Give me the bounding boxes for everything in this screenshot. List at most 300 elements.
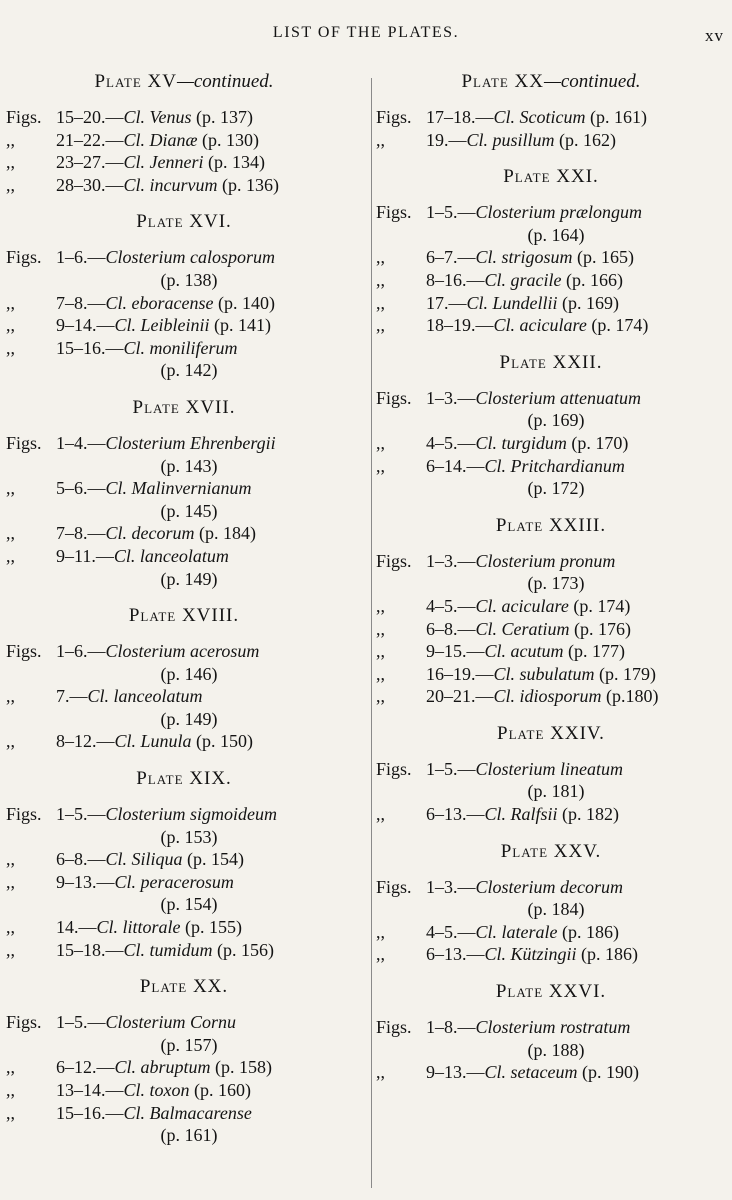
- plate-block: [376, 722, 726, 826]
- figure-label: Figs.: [6, 247, 42, 268]
- figure-label: ,,: [6, 129, 15, 150]
- figure-text: 5–6.—Cl. Malinvernianum (p. 145): [56, 477, 362, 522]
- page-reference: (p. 136): [222, 174, 279, 195]
- figure-entry: [6, 685, 362, 730]
- plate-title: Plate XVI.: [136, 211, 232, 233]
- figure-range: 6–8.: [426, 618, 458, 639]
- figure-label: ,,: [6, 917, 15, 938]
- figure-label: Figs.: [6, 107, 42, 127]
- species-name: Cl. tumidum: [123, 939, 213, 960]
- figure-entry: [376, 201, 726, 246]
- figure-entry: [376, 876, 726, 921]
- page-reference: (p. 161): [160, 1125, 218, 1146]
- figure-label: ,,: [6, 174, 15, 195]
- species-name: Cl. Ralfsii: [484, 804, 558, 825]
- figure-range: 6–13.: [426, 804, 467, 825]
- figure-entry: [6, 477, 362, 522]
- page-reference: (p. 149): [160, 568, 218, 589]
- figure-text: 15–20.—Cl. Venus (p. 137): [56, 107, 254, 127]
- figure-range: 7–8.: [56, 523, 88, 544]
- figure-text: 1–6.—Closterium calosporum (p. 138): [56, 246, 362, 291]
- figure-range: 6–14.: [426, 455, 467, 476]
- figure-label: ,,: [376, 1062, 385, 1083]
- page-reference: (p. 140): [217, 292, 275, 313]
- page-reference: (p. 172): [527, 478, 585, 499]
- figure-entry: [376, 595, 726, 618]
- species-name: Cl. turgidum: [475, 432, 567, 453]
- plate-title: Plate XXVI.: [495, 981, 607, 1003]
- page-number: xv: [705, 26, 724, 45]
- figure-range: 6–7.: [426, 247, 458, 268]
- figure-text: 13–14.—Cl. toxon (p. 160): [56, 1080, 251, 1100]
- figure-range: 7–8.: [56, 292, 88, 313]
- figure-entry: [6, 174, 362, 197]
- figure-entry: [376, 618, 726, 641]
- page-reference: (p. 158): [215, 1057, 273, 1078]
- figure-range: 15–16.: [56, 337, 106, 358]
- species-name: Cl. Leibleinii: [114, 315, 210, 336]
- figure-entry: [376, 921, 726, 944]
- figure-text: 9–13.—Cl. peracerosum (p. 154): [56, 871, 362, 916]
- species-name: Cl. Lunula: [114, 731, 192, 752]
- figure-entry: [6, 314, 362, 337]
- page-reference: (p. 138): [160, 269, 218, 290]
- figure-range: 15–16.: [56, 1102, 106, 1123]
- figure-text: 9–11.—Cl. lanceolatum (p. 149): [56, 545, 362, 590]
- species-name: Cl. moniliferum: [123, 337, 238, 358]
- column-divider: [371, 78, 372, 1188]
- species-name: Cl. aciculare: [493, 315, 587, 336]
- species-name: Cl. Jenneri: [123, 152, 204, 173]
- species-name: Cl. Ceratium: [475, 618, 570, 639]
- figure-text: 6–14.—Cl. Pritchardianum (p. 172): [426, 455, 726, 500]
- figure-range: 14.: [56, 917, 79, 938]
- page-reference: (p. 150): [196, 731, 254, 752]
- figure-entry: [6, 1011, 362, 1056]
- page-reference: (p. 169): [527, 410, 585, 431]
- figure-text: 6–8.—Cl. Siliqua (p. 154): [56, 849, 245, 870]
- figure-range: 9–14.: [56, 315, 97, 336]
- figure-entry: [6, 939, 362, 962]
- species-name: Closterium calosporum: [105, 247, 276, 268]
- species-name: Closterium acerosum: [105, 641, 260, 662]
- figure-text: 14.—Cl. littorale (p. 155): [56, 917, 243, 938]
- page-reference: (p. 154): [160, 894, 218, 915]
- figure-label: ,,: [376, 455, 385, 476]
- species-name: Cl. acutum: [484, 641, 564, 662]
- figure-range: 4–5.: [426, 921, 458, 942]
- figure-text: 7–8.—Cl. eboracense (p. 140): [56, 292, 275, 313]
- page-reference: (p. 186): [562, 921, 619, 942]
- figure-entry: [6, 151, 362, 174]
- figure-text: 1–3.—Closterium decorum (p. 184): [426, 876, 726, 921]
- figure-entry: [376, 943, 726, 966]
- page-reference: (p. 165): [577, 247, 635, 268]
- figure-range: 6–13.: [426, 944, 467, 965]
- figure-range: 7.: [56, 686, 70, 707]
- figure-label: Figs.: [376, 387, 412, 408]
- page-reference: (p. 166): [566, 269, 623, 290]
- figure-label: ,,: [6, 686, 15, 707]
- figure-range: 17–18.: [426, 107, 476, 127]
- figure-range: 1–6.: [56, 247, 88, 268]
- page-reference: (p. 141): [214, 315, 272, 336]
- figure-label: ,,: [376, 432, 385, 453]
- right-column: [376, 70, 726, 1098]
- species-name: Cl. lanceolatum: [87, 686, 203, 707]
- page-reference: (p.180): [606, 686, 659, 707]
- figure-label: ,,: [6, 849, 15, 870]
- figure-label: ,,: [376, 686, 385, 707]
- figure-entry: [6, 640, 362, 685]
- page-reference: (p. 156): [217, 939, 275, 960]
- species-name: Cl. toxon: [123, 1080, 190, 1100]
- figure-label: Figs.: [376, 876, 412, 897]
- figure-text: 16–19.—Cl. subulatum (p. 179): [426, 663, 657, 684]
- figure-text: 1–3.—Closterium pronum (p. 173): [426, 550, 726, 595]
- figure-entry: [6, 522, 362, 545]
- page-reference: (p. 143): [160, 455, 218, 476]
- figure-range: 1–5.: [426, 202, 458, 223]
- figure-text: 4–5.—Cl. aciculare (p. 174): [426, 595, 631, 616]
- figure-range: 1–5.: [56, 1012, 88, 1033]
- species-name: Cl. Dianæ: [123, 129, 198, 150]
- figure-label: ,,: [376, 618, 385, 639]
- page-reference: (p. 184): [527, 899, 585, 920]
- plate-block: [376, 165, 726, 337]
- figure-range: 4–5.: [426, 432, 458, 453]
- figure-label: ,,: [6, 478, 15, 499]
- page-reference: (p. 145): [160, 500, 218, 521]
- species-name: Cl. Malinvernianum: [105, 478, 252, 499]
- plate-block: [6, 604, 362, 753]
- species-name: Closterium lineatum: [475, 758, 623, 779]
- species-name: Cl. Siliqua: [105, 849, 183, 870]
- plate-title: Plate XX: [461, 71, 544, 92]
- plate-heading: [6, 604, 362, 628]
- figure-label: Figs.: [376, 1017, 412, 1038]
- figure-entry: [376, 455, 726, 500]
- plate-block: [376, 351, 726, 500]
- figure-text: 6–13.—Cl. Ralfsii (p. 182): [426, 804, 620, 825]
- species-name: Closterium decorum: [475, 876, 623, 897]
- species-name: Cl. subulatum: [493, 663, 595, 684]
- figure-label: ,,: [376, 921, 385, 942]
- figure-entry: [6, 916, 362, 939]
- figure-text: 1–8.—Closterium rostratum (p. 188): [426, 1016, 726, 1061]
- page-reference: (p. 142): [160, 360, 218, 381]
- figure-text: 1–5.—Closterium lineatum (p. 181): [426, 758, 726, 803]
- page-reference: (p. 164): [527, 224, 585, 245]
- figure-entry: [6, 106, 362, 129]
- figure-text: 1–3.—Closterium attenuatum (p. 169): [426, 387, 726, 432]
- figure-range: 1–6.: [56, 641, 88, 662]
- species-name: Cl. abruptum: [114, 1057, 211, 1078]
- page-reference: (p. 174): [591, 315, 649, 336]
- figure-label: ,,: [6, 731, 15, 752]
- figure-entry: [376, 685, 726, 708]
- page-reference: (p. 177): [568, 641, 625, 662]
- figure-range: 5–6.: [56, 478, 88, 499]
- species-name: Cl. Venus: [123, 107, 192, 127]
- figure-range: 8–16.: [426, 269, 467, 290]
- figure-text: 1–4.—Closterium Ehrenbergii (p. 143): [56, 432, 362, 477]
- figure-range: 19.: [426, 129, 449, 150]
- figure-label: Figs.: [6, 804, 42, 825]
- figure-label: ,,: [376, 247, 385, 268]
- species-name: Cl. idiosporum: [493, 686, 602, 707]
- plate-block: [376, 514, 726, 708]
- species-name: Closterium prælongum: [475, 202, 643, 223]
- plate-block: [6, 396, 362, 590]
- figure-text: 6–8.—Cl. Ceratium (p. 176): [426, 618, 632, 639]
- figure-text: 15–16.—Cl. moniliferum (p. 142): [56, 337, 362, 382]
- figure-text: 1–6.—Closterium acerosum (p. 146): [56, 640, 362, 685]
- left-column: [6, 70, 362, 1161]
- figure-range: 1–3.: [426, 550, 458, 571]
- figure-text: 9–14.—Cl. Leibleinii (p. 141): [56, 315, 272, 336]
- figure-entry: [376, 106, 726, 129]
- plate-heading: [376, 840, 726, 864]
- figure-label: Figs.: [6, 432, 42, 453]
- plate-heading: [376, 165, 726, 189]
- species-name: Closterium pronum: [475, 550, 616, 571]
- species-name: Cl. aciculare: [475, 595, 569, 616]
- figure-entry: [6, 292, 362, 315]
- figure-entry: [6, 871, 362, 916]
- figure-range: 9–11.: [56, 545, 96, 566]
- figure-entry: [6, 337, 362, 382]
- figure-range: 1–5.: [56, 804, 88, 825]
- figure-label: ,,: [376, 292, 385, 313]
- figure-entry: [376, 1016, 726, 1061]
- figure-range: 9–15.: [426, 641, 467, 662]
- plate-title: Plate XXV.: [500, 840, 602, 862]
- figure-entry: [376, 758, 726, 803]
- figure-range: 6–8.: [56, 849, 88, 870]
- page-reference: (p. 188): [527, 1039, 585, 1060]
- figure-range: 1–3.: [426, 876, 458, 897]
- page-reference: (p. 146): [160, 663, 218, 684]
- page-reference: (p. 162): [559, 129, 617, 150]
- plate-block: [376, 980, 726, 1084]
- figure-text: 21–22.—Cl. Dianæ (p. 130): [56, 129, 260, 150]
- plate-heading: [376, 514, 726, 538]
- figure-text: 7–8.—Cl. decorum (p. 184): [56, 523, 256, 544]
- plate-title: Plate XX.: [139, 976, 229, 998]
- page-reference: (p. 157): [160, 1034, 218, 1055]
- figure-entry: [6, 848, 362, 871]
- figure-entry: [6, 1102, 362, 1147]
- figure-text: 1–5.—Closterium prælongum (p. 164): [426, 201, 726, 246]
- species-name: Cl. incurvum: [123, 174, 218, 195]
- figure-entry: [6, 730, 362, 753]
- page-reference: (p. 153): [160, 826, 218, 847]
- figure-range: 23–27.: [56, 152, 106, 173]
- figure-range: 1–3.: [426, 387, 458, 408]
- figure-text: 17.—Cl. Lundellii (p. 169): [426, 292, 620, 313]
- figure-range: 13–14.: [56, 1080, 106, 1100]
- figure-entry: [376, 432, 726, 455]
- species-name: Cl. pusillum: [466, 129, 555, 150]
- figure-label: ,,: [6, 315, 15, 336]
- figure-text: 8–12.—Cl. Lunula (p. 150): [56, 731, 254, 752]
- figure-label: ,,: [6, 152, 15, 173]
- species-name: Closterium Ehrenbergii: [105, 432, 276, 453]
- page-reference: (p. 184): [199, 523, 256, 544]
- page-reference: (p. 169): [562, 292, 620, 313]
- figure-label: ,,: [6, 1057, 15, 1078]
- plate-block: [6, 975, 362, 1147]
- plate-heading: [6, 70, 362, 94]
- figure-text: 6–13.—Cl. Kützingii (p. 186): [426, 944, 639, 965]
- species-name: Cl. Pritchardianum: [484, 455, 625, 476]
- figure-entry: [376, 640, 726, 663]
- figure-label: ,,: [6, 292, 15, 313]
- page-reference: (p. 134): [207, 152, 265, 173]
- figure-entry: [376, 292, 726, 315]
- figure-text: 19.—Cl. pusillum (p. 162): [426, 129, 617, 150]
- species-name: Cl. eboracense: [105, 292, 214, 313]
- figure-entry: [376, 550, 726, 595]
- page-reference: (p. 161): [590, 107, 647, 127]
- figure-label: ,,: [376, 315, 385, 336]
- figure-text: 1–5.—Closterium Cornu (p. 157): [56, 1011, 362, 1056]
- species-name: Cl. Lundellii: [466, 292, 558, 313]
- species-name: Cl. decorum: [105, 523, 195, 544]
- species-name: Cl. laterale: [475, 921, 558, 942]
- figure-range: 15–18.: [56, 939, 106, 960]
- species-name: Closterium attenuatum: [475, 387, 641, 408]
- figure-label: Figs.: [376, 758, 412, 779]
- species-name: Cl. peracerosum: [114, 871, 234, 892]
- figure-range: 21–22.: [56, 129, 106, 150]
- species-name: Cl. setaceum: [484, 1062, 578, 1083]
- page-reference: (p. 154): [187, 849, 245, 870]
- figure-text: 20–21.—Cl. idiosporum (p.180): [426, 686, 659, 707]
- figure-label: ,,: [6, 1080, 15, 1100]
- figure-entry: [6, 1079, 362, 1102]
- figure-range: 17.: [426, 292, 449, 313]
- species-name: Cl. Scoticum: [493, 107, 586, 127]
- figure-label: Figs.: [376, 107, 412, 127]
- species-name: Cl. Kützingii: [484, 944, 577, 965]
- figure-text: 9–15.—Cl. acutum (p. 177): [426, 641, 625, 662]
- figure-label: ,,: [6, 871, 15, 892]
- figure-text: 8–16.—Cl. gracile (p. 166): [426, 269, 623, 290]
- figure-text: 23–27.—Cl. Jenneri (p. 134): [56, 152, 265, 173]
- figure-label: ,,: [6, 545, 15, 566]
- plate-title: Plate XVIII.: [128, 605, 240, 627]
- species-name: Cl. strigosum: [475, 247, 573, 268]
- species-name: Cl. Balmacarense: [123, 1102, 252, 1123]
- figure-range: 16–19.: [426, 663, 476, 684]
- page-reference: (p. 160): [194, 1080, 251, 1100]
- plate-continued: —continued.: [176, 71, 274, 92]
- plate-heading: [6, 210, 362, 234]
- figure-text: 28–30.—Cl. incurvum (p. 136): [56, 174, 279, 195]
- plate-title: Plate XV: [94, 71, 177, 92]
- plate-heading: [6, 767, 362, 791]
- page-reference: (p. 137): [196, 107, 254, 127]
- figure-label: ,,: [376, 129, 385, 150]
- figure-label: ,,: [376, 944, 385, 965]
- species-name: Cl. littorale: [96, 917, 181, 938]
- figure-label: ,,: [6, 523, 15, 544]
- figure-entry: [376, 314, 726, 337]
- figure-label: ,,: [376, 641, 385, 662]
- page-reference: (p. 174): [573, 595, 631, 616]
- figure-range: 1–4.: [56, 432, 88, 453]
- plate-block: [6, 210, 362, 382]
- figure-range: 9–13.: [426, 1062, 467, 1083]
- figure-entry: [376, 1061, 726, 1084]
- page-reference: (p. 181): [527, 781, 585, 802]
- figure-text: 1–5.—Closterium sigmoideum (p. 153): [56, 803, 362, 848]
- figure-text: 17–18.—Cl. Scoticum (p. 161): [426, 107, 647, 127]
- plate-block: [376, 840, 726, 966]
- figure-label: Figs.: [376, 202, 412, 223]
- figure-label: ,,: [6, 939, 15, 960]
- page-reference: (p. 190): [581, 1062, 639, 1083]
- plate-block: [6, 70, 362, 196]
- figure-entry: [376, 246, 726, 269]
- figure-entry: [376, 129, 726, 152]
- running-head: [0, 24, 732, 46]
- page-reference: (p. 170): [571, 432, 629, 453]
- page-reference: (p. 182): [562, 804, 620, 825]
- plate-heading: [376, 980, 726, 1004]
- figure-text: 18–19.—Cl. aciculare (p. 174): [426, 315, 649, 336]
- plate-title: Plate XIX.: [136, 768, 232, 790]
- figure-range: 20–21.: [426, 686, 476, 707]
- figure-entry: [6, 432, 362, 477]
- figure-range: 8–12.: [56, 731, 97, 752]
- plate-title: Plate XVII.: [132, 396, 236, 418]
- figure-text: 6–12.—Cl. abruptum (p. 158): [56, 1057, 273, 1078]
- figure-entry: [6, 545, 362, 590]
- figure-text: 7.—Cl. lanceolatum (p. 149): [56, 685, 362, 730]
- species-name: Cl. lanceolatum: [113, 545, 229, 566]
- plate-continued: —continued.: [543, 71, 641, 92]
- plate-heading: [376, 70, 726, 94]
- plate-block: [6, 767, 362, 961]
- figure-range: 6–12.: [56, 1057, 97, 1078]
- figure-label: Figs.: [6, 1012, 42, 1033]
- figure-label: Figs.: [376, 550, 412, 571]
- figure-label: Figs.: [6, 641, 42, 662]
- plate-block: [376, 70, 726, 151]
- plate-title: Plate XXIII.: [495, 514, 607, 536]
- figure-text: 15–18.—Cl. tumidum (p. 156): [56, 939, 275, 960]
- figure-entry: [376, 803, 726, 826]
- species-name: Closterium rostratum: [475, 1017, 631, 1038]
- plate-title: Plate XXI.: [503, 166, 599, 188]
- figure-entry: [6, 803, 362, 848]
- species-name: Closterium Cornu: [105, 1012, 237, 1033]
- species-name: Closterium sigmoideum: [105, 804, 278, 825]
- figure-entry: [6, 1056, 362, 1079]
- figure-entry: [6, 129, 362, 152]
- plate-title: Plate XXIV.: [497, 722, 605, 744]
- page-title: LIST OF THE PLATES.: [272, 24, 460, 41]
- page-reference: (p. 186): [581, 944, 639, 965]
- figure-range: 1–8.: [426, 1017, 458, 1038]
- figure-entry: [6, 246, 362, 291]
- figure-range: 18–19.: [426, 315, 476, 336]
- page-reference: (p. 130): [202, 129, 260, 150]
- page-reference: (p. 179): [599, 663, 657, 684]
